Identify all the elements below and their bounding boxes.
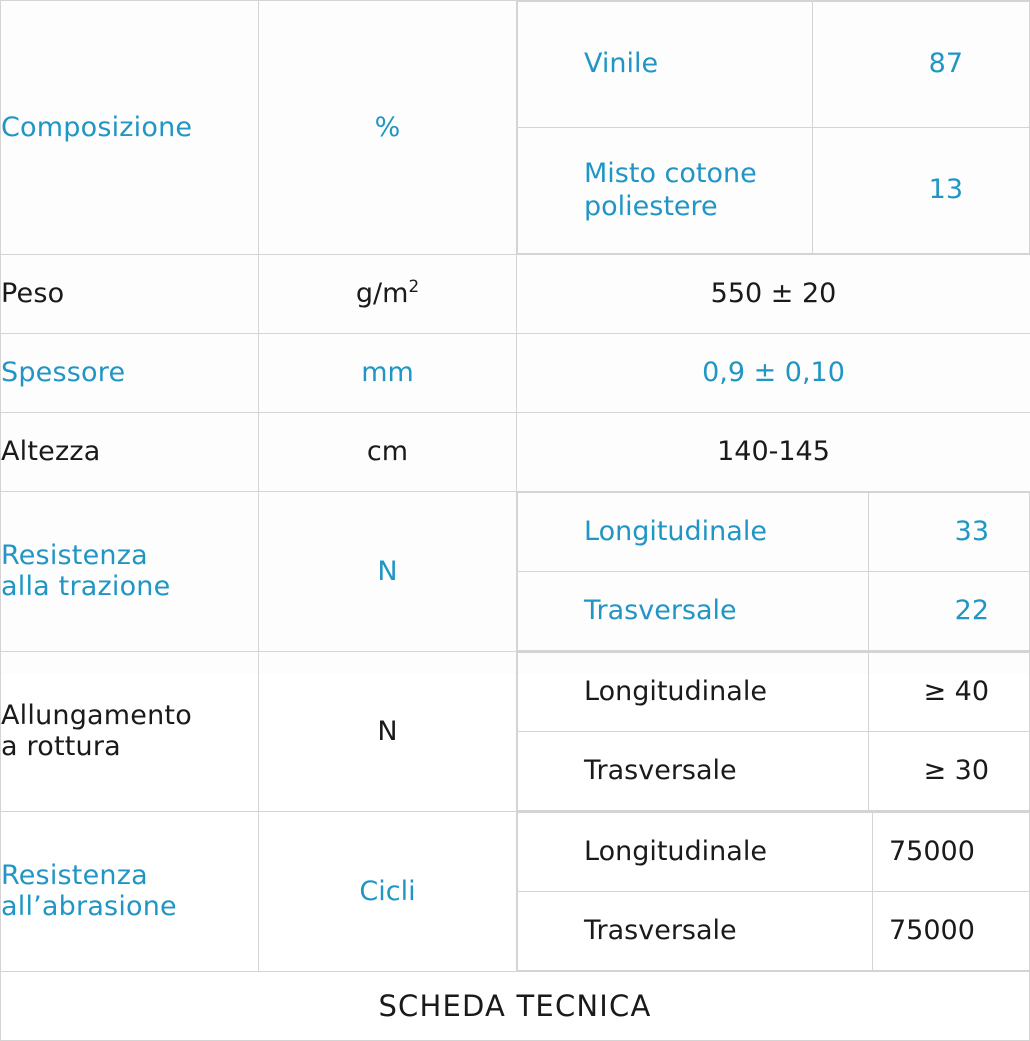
row-unit-allungamento: N — [259, 652, 517, 812]
row-value-composizione — [517, 1, 1030, 255]
row-label-resistenza-abrasione — [1, 812, 259, 972]
label-line-2: all’abrasione — [1, 892, 258, 922]
row-unit-resistenza-abrasione: Cicli — [259, 812, 517, 972]
value-number: 87 — [813, 2, 1030, 128]
page-title: SCHEDA TECNICA — [378, 989, 651, 1023]
row-label-allungamento — [1, 652, 259, 812]
value-number: ≥ 40 — [869, 653, 1030, 732]
value-label: Longitudinale — [518, 653, 869, 732]
label-line-1: Resistenza — [1, 541, 258, 571]
table-row — [1, 652, 1030, 812]
value-label: Trasversale — [518, 572, 869, 651]
table-row — [1, 492, 1030, 652]
value-number: 13 — [813, 128, 1030, 254]
label-line-1: Resistenza — [1, 861, 258, 891]
value-label: Trasversale — [518, 892, 873, 971]
value-number: 75000 — [873, 892, 1030, 971]
row-label-peso: Peso — [1, 255, 259, 334]
unit-base: g/m — [356, 278, 409, 309]
row-label-altezza: Altezza — [1, 413, 259, 492]
value-number: 75000 — [873, 813, 1030, 892]
row-label-resistenza-trazione — [1, 492, 259, 652]
row-value-resistenza-abrasione — [517, 812, 1030, 972]
row-value-spessore: 0,9 ± 0,10 — [517, 334, 1030, 413]
value-label: Vinile — [518, 2, 813, 128]
table-row — [1, 255, 1030, 334]
label-line-1: Allungamento — [1, 701, 258, 731]
row-value-peso: 550 ± 20 — [517, 255, 1030, 334]
label-line-2: alla trazione — [1, 572, 258, 602]
value-number: 33 — [869, 493, 1030, 572]
value-label: Misto cotone poliestere — [518, 128, 813, 254]
label-line-2: a rottura — [1, 732, 258, 762]
value-number: 22 — [869, 572, 1030, 651]
row-value-altezza: 140-145 — [517, 413, 1030, 492]
value-label: Longitudinale — [518, 493, 869, 572]
row-unit-spessore: mm — [259, 334, 517, 413]
table-row — [1, 812, 1030, 972]
row-label-spessore: Spessore — [1, 334, 259, 413]
row-unit-composizione: % — [259, 1, 517, 255]
row-unit-resistenza-trazione: N — [259, 492, 517, 652]
value-label: Longitudinale — [518, 813, 873, 892]
value-label: Trasversale — [518, 732, 869, 811]
row-unit-peso — [259, 255, 517, 334]
table-row — [1, 1, 1030, 255]
document-title-footer — [0, 972, 1030, 1041]
value-number: ≥ 30 — [869, 732, 1030, 811]
row-unit-altezza: cm — [259, 413, 517, 492]
unit-exponent: 2 — [408, 276, 419, 296]
row-value-allungamento — [517, 652, 1030, 812]
table-row — [1, 334, 1030, 413]
table-row — [1, 413, 1030, 492]
row-value-resistenza-trazione — [517, 492, 1030, 652]
row-label-composizione: Composizione — [1, 1, 259, 255]
